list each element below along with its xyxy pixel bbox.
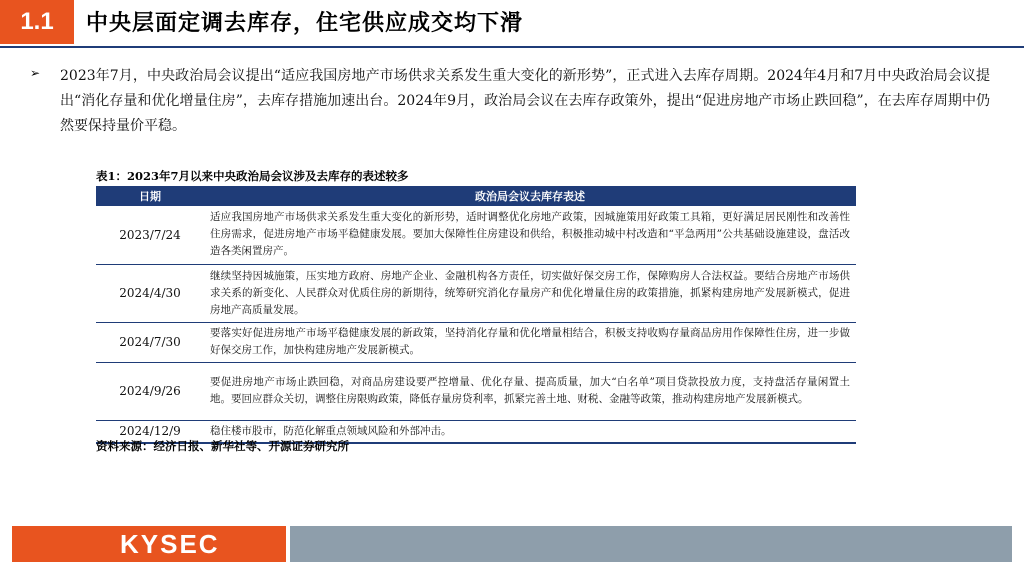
row-statement: 要促进房地产市场止跌回稳，对商品房建设要严控增量、优化存量、提高质量，加大“白名单”项目贷款投放力度，支持盘活存量闲置土地。要回应群众关切，调整住房限购政策，降低存量房贷利率，抓紧完善土地、财税、金融等政策，推动构建房地产发展新模式。 xyxy=(204,362,856,420)
page-title: 中央层面定调去库存，住宅供应成交均下滑 xyxy=(86,10,524,36)
section-number-badge xyxy=(0,0,74,44)
row-statement: 要落实好促进房地产市场平稳健康发展的新政策，坚持消化存量和优化增量相结合，积极支持收购存量商品房用作保障性住房，进一步做好保交房工作，加快构建房地产发展新模式。 xyxy=(204,322,856,362)
row-statement: 适应我国房地产市场供求关系发生重大变化的新形势，适时调整优化房地产政策，因城施策用好政策工具箱，更好满足居民刚性和改善性住房需求，促进房地产市场平稳健康发展。要加大保障性住房建设和供给，积极推动城中村改造和“平急两用”公共基础设施建设，盘活改造各类闲置房产。 xyxy=(204,206,856,264)
table-row xyxy=(96,206,856,264)
table-source-note: 资料来源：经济日报、新华社等、开源证券研究所 xyxy=(96,439,349,453)
column-header-date: 日期 xyxy=(96,186,204,206)
bullet-arrow-icon: ➢ xyxy=(30,66,41,80)
column-header-statement: 政治局会议去库存表述 xyxy=(204,186,856,206)
row-statement: 继续坚持因城施策，压实地方政府、房地产企业、金融机构各方责任，切实做好保交房工作，保障购房人合法权益。要结合房地产市场供求关系的新变化、人民群众对优质住房的新期待，统筹研究消化存量房产和优化增量住房的政策措施，抓紧构建房地产发展新模式，促进房地产高质量发展。 xyxy=(204,264,856,322)
row-date: 2024/12/9 xyxy=(96,420,204,443)
row-date: 2024/7/30 xyxy=(96,322,204,362)
summary-bullet xyxy=(30,64,990,139)
table-row xyxy=(96,322,856,362)
row-statement: 稳住楼市股市，防范化解重点领域风险和外部冲击。 xyxy=(204,420,856,443)
table-caption: 表1：2023年7月以来中央政治局会议涉及去库存的表述较多 xyxy=(96,169,409,183)
table-row xyxy=(96,264,856,322)
header-divider xyxy=(0,46,1024,48)
table-header-row xyxy=(96,186,856,206)
policy-table xyxy=(96,186,856,444)
table-row xyxy=(96,362,856,420)
row-date: 2023/7/24 xyxy=(96,206,204,264)
row-date: 2024/9/26 xyxy=(96,362,204,420)
kysec-logo: KYSEC xyxy=(120,529,220,559)
section-number: 1.1 xyxy=(20,8,54,35)
summary-text: 2023年7月，中央政治局会议提出“适应我国房地产市场供求关系发生重大变化的新形势”，正式进入去库存周期。2024年4月和7月中央政治局会议提出“消化存量和优化增量住房”，去库存措施加速出台。2024年9月，政治局会议在去库存政策外，提出“促进房地产市场止跌回稳”，在去库存周期中仍然要保持量价平稳。 xyxy=(60,68,990,134)
footer-gray-bar xyxy=(290,526,1012,562)
row-date: 2024/4/30 xyxy=(96,264,204,322)
